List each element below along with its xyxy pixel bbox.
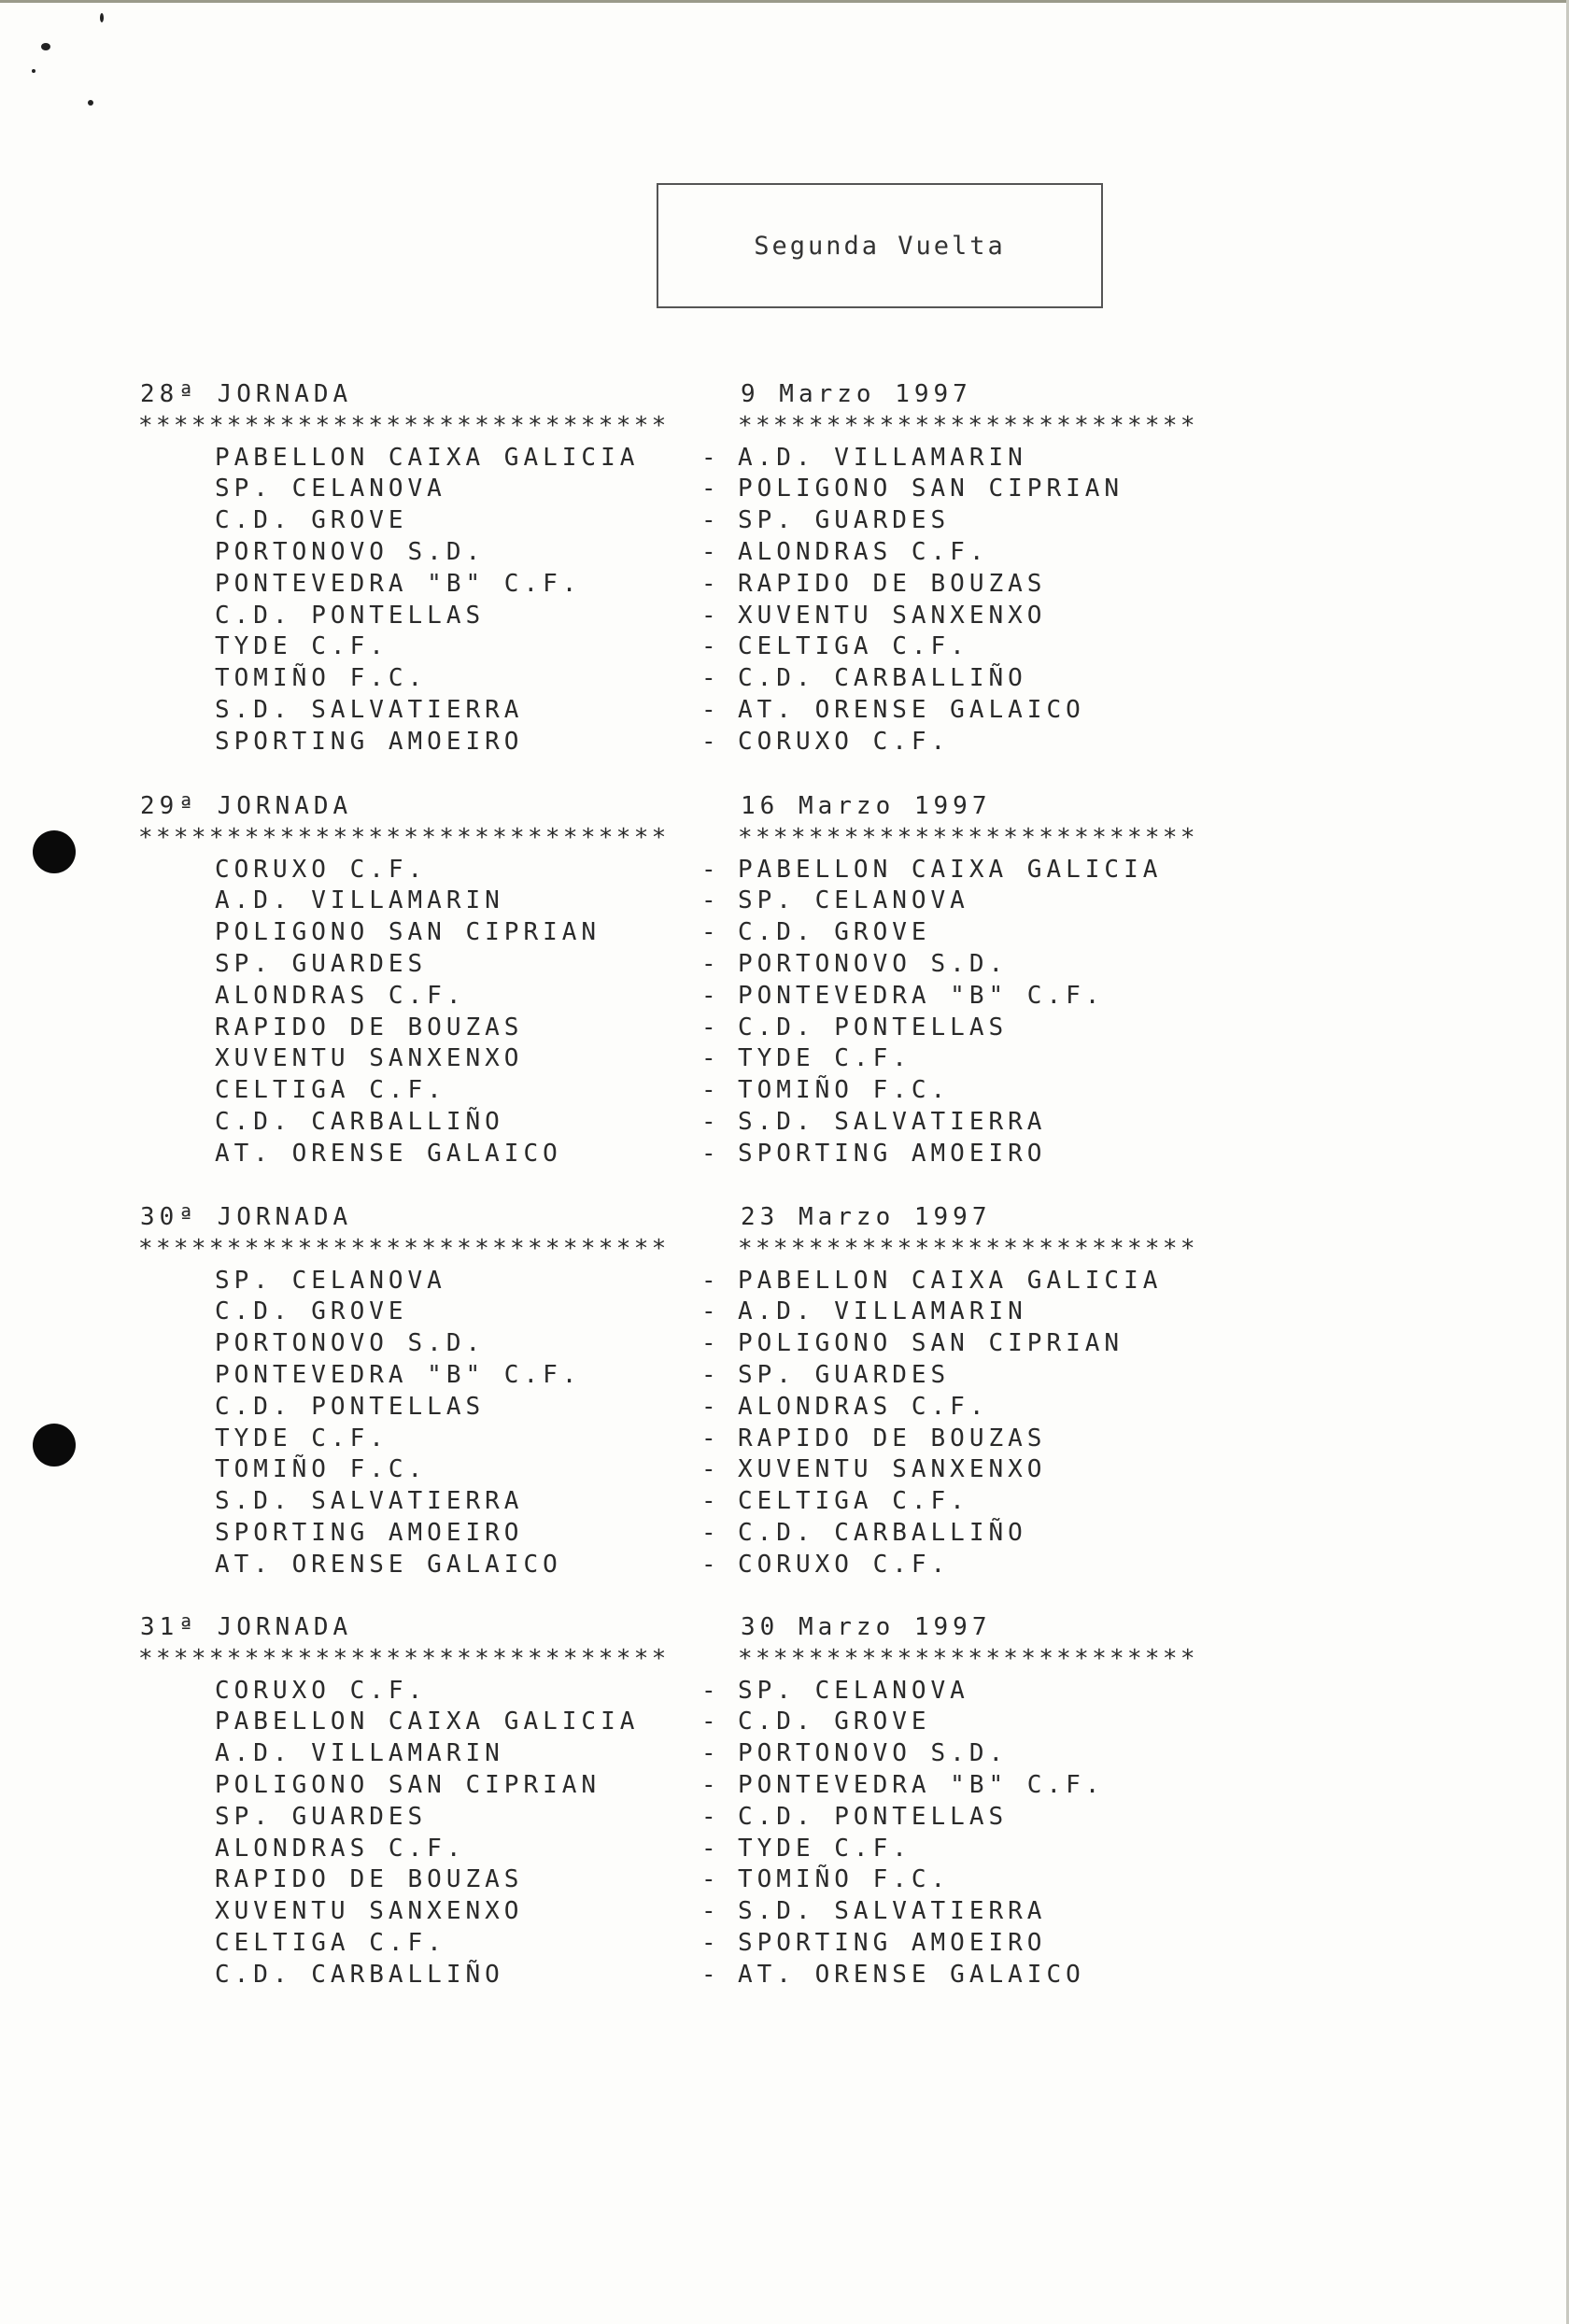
away-team: POLIGONO SAN CIPRIAN	[738, 1329, 1124, 1358]
match-row	[138, 601, 1203, 632]
match-row	[138, 631, 1203, 663]
away-team: PORTONOVO S.D.	[738, 1739, 1009, 1768]
away-team: SP. CELANOVA	[738, 886, 969, 915]
home-team: S.D. SALVATIERRA	[215, 695, 524, 724]
jornada-date: 23 Marzo 1997	[741, 1203, 992, 1231]
match-row	[138, 855, 1203, 886]
home-team: SP. CELANOVA	[215, 475, 446, 503]
home-team: CORUXO C.F.	[215, 1676, 428, 1705]
home-team: PORTONOVO S.D.	[215, 1329, 486, 1358]
match-row	[138, 1266, 1203, 1297]
away-team: SP. GUARDES	[738, 506, 951, 535]
match-row	[138, 537, 1203, 569]
away-team: A.D. VILLAMARIN	[738, 443, 1027, 472]
punch-hole	[33, 830, 76, 873]
home-team: TOMIÑO F.C.	[215, 664, 428, 693]
asterisk-rule-right: **************************	[738, 823, 1198, 852]
match-row	[138, 1518, 1203, 1550]
match-row	[138, 1454, 1203, 1486]
match-separator: -	[701, 443, 721, 472]
match-row	[138, 727, 1203, 758]
home-team: C.D. CARBALLIÑO	[215, 1107, 504, 1136]
match-row	[138, 1297, 1203, 1328]
away-team: C.D. PONTELLAS	[738, 1013, 1009, 1042]
match-separator: -	[701, 1802, 721, 1831]
match-row	[138, 1676, 1203, 1708]
away-team: CORUXO C.F.	[738, 727, 951, 756]
home-team: AT. ORENSE GALAICO	[215, 1550, 562, 1579]
jornada-header	[138, 1612, 1203, 1644]
match-row	[138, 1139, 1203, 1170]
match-row	[138, 1770, 1203, 1802]
away-team: XUVENTU SANXENXO	[738, 601, 1047, 630]
match-separator: -	[701, 632, 721, 661]
match-separator: -	[701, 506, 721, 535]
match-row	[138, 1928, 1203, 1960]
away-team: S.D. SALVATIERRA	[738, 1897, 1047, 1926]
home-team: ALONDRAS C.F.	[215, 981, 466, 1010]
match-row	[138, 1550, 1203, 1581]
jornada-number: 28ª JORNADA	[140, 380, 353, 408]
away-team: A.D. VILLAMARIN	[738, 1297, 1027, 1326]
home-team: TYDE C.F.	[215, 1424, 389, 1452]
scan-speck	[41, 43, 50, 50]
jornada-block	[138, 791, 1203, 1170]
jornada-date: 16 Marzo 1997	[741, 792, 992, 820]
match-row	[138, 1707, 1203, 1738]
home-team: CORUXO C.F.	[215, 855, 428, 884]
away-team: CELTIGA C.F.	[738, 1487, 969, 1516]
match-row	[138, 1075, 1203, 1107]
match-separator: -	[701, 695, 721, 724]
home-team: PABELLON CAIXA GALICIA	[215, 1708, 640, 1736]
match-separator: -	[701, 475, 721, 503]
away-team: SP. CELANOVA	[738, 1676, 969, 1705]
asterisk-rule-right: **************************	[738, 411, 1198, 440]
jornada-block	[138, 1202, 1203, 1581]
match-row	[138, 1360, 1203, 1392]
match-separator: -	[701, 1928, 721, 1957]
match-separator: -	[701, 1708, 721, 1736]
home-team: RAPIDO DE BOUZAS	[215, 1865, 524, 1894]
jornada-number: 29ª JORNADA	[140, 792, 353, 820]
match-row	[138, 1834, 1203, 1865]
match-separator: -	[701, 1076, 721, 1105]
asterisk-rule	[138, 1644, 1203, 1676]
match-row	[138, 917, 1203, 949]
asterisk-rule-right: **************************	[738, 1644, 1198, 1673]
match-separator: -	[701, 1865, 721, 1894]
jornada-header	[138, 791, 1203, 823]
away-team: RAPIDO DE BOUZAS	[738, 569, 1047, 598]
match-row	[138, 569, 1203, 601]
match-separator: -	[701, 1360, 721, 1389]
asterisk-rule-right: **************************	[738, 1234, 1198, 1263]
home-team: C.D. GROVE	[215, 1297, 408, 1326]
away-team: CELTIGA C.F.	[738, 632, 969, 661]
away-team: SP. GUARDES	[738, 1360, 951, 1389]
home-team: PABELLON CAIXA GALICIA	[215, 443, 640, 472]
away-team: C.D. GROVE	[738, 918, 931, 947]
scan-speck	[32, 69, 35, 73]
match-separator: -	[701, 1739, 721, 1768]
page-top-edge	[0, 0, 1569, 3]
home-team: TYDE C.F.	[215, 632, 389, 661]
home-team: SPORTING AMOEIRO	[215, 1518, 524, 1547]
title-box	[657, 183, 1103, 308]
home-team: AT. ORENSE GALAICO	[215, 1139, 562, 1168]
match-separator: -	[701, 1297, 721, 1326]
away-team: PABELLON CAIXA GALICIA	[738, 855, 1163, 884]
match-separator: -	[701, 1392, 721, 1421]
match-separator: -	[701, 664, 721, 693]
away-team: AT. ORENSE GALAICO	[738, 1960, 1085, 1989]
asterisk-rule	[138, 823, 1203, 855]
match-separator: -	[701, 1550, 721, 1579]
away-team: C.D. CARBALLIÑO	[738, 1518, 1027, 1547]
match-row	[138, 505, 1203, 537]
home-team: PONTEVEDRA "B" C.F.	[215, 569, 582, 598]
away-team: C.D. CARBALLIÑO	[738, 664, 1027, 693]
match-row	[138, 443, 1203, 475]
asterisk-rule-left: ******************************	[138, 1644, 670, 1673]
home-team: POLIGONO SAN CIPRIAN	[215, 1770, 601, 1799]
away-team: ALONDRAS C.F.	[738, 537, 989, 566]
away-team: TOMIÑO F.C.	[738, 1865, 951, 1894]
home-team: SP. GUARDES	[215, 949, 428, 978]
home-team: PORTONOVO S.D.	[215, 537, 486, 566]
match-separator: -	[701, 1897, 721, 1926]
home-team: CELTIGA C.F.	[215, 1076, 446, 1105]
match-separator: -	[701, 569, 721, 598]
asterisk-rule	[138, 1234, 1203, 1266]
match-separator: -	[701, 1676, 721, 1705]
home-team: RAPIDO DE BOUZAS	[215, 1013, 524, 1042]
away-team: ALONDRAS C.F.	[738, 1392, 989, 1421]
home-team: XUVENTU SANXENXO	[215, 1044, 524, 1073]
match-row	[138, 1424, 1203, 1455]
home-team: PONTEVEDRA "B" C.F.	[215, 1360, 582, 1389]
match-separator: -	[701, 949, 721, 978]
away-team: POLIGONO SAN CIPRIAN	[738, 475, 1124, 503]
match-separator: -	[701, 1044, 721, 1073]
match-row	[138, 1802, 1203, 1834]
match-row	[138, 663, 1203, 695]
match-row	[138, 695, 1203, 727]
match-separator: -	[701, 601, 721, 630]
away-team: PABELLON CAIXA GALICIA	[738, 1266, 1163, 1295]
away-team: XUVENTU SANXENXO	[738, 1455, 1047, 1484]
match-row	[138, 1043, 1203, 1075]
match-separator: -	[701, 1107, 721, 1136]
asterisk-rule	[138, 411, 1203, 443]
home-team: XUVENTU SANXENXO	[215, 1897, 524, 1926]
away-team: CORUXO C.F.	[738, 1550, 951, 1579]
home-team: ALONDRAS C.F.	[215, 1834, 466, 1863]
jornada-block	[138, 1612, 1203, 1991]
page-title: Segunda Vuelta	[754, 231, 1006, 261]
home-team: C.D. CARBALLIÑO	[215, 1960, 504, 1989]
match-separator: -	[701, 1266, 721, 1295]
away-team: C.D. PONTELLAS	[738, 1802, 1009, 1831]
home-team: SP. GUARDES	[215, 1802, 428, 1831]
asterisk-rule-left: ******************************	[138, 823, 670, 852]
match-separator: -	[701, 1013, 721, 1042]
match-separator: -	[701, 1455, 721, 1484]
away-team: SPORTING AMOEIRO	[738, 1928, 1047, 1957]
match-row	[138, 1013, 1203, 1044]
match-row	[138, 1960, 1203, 1991]
match-row	[138, 1864, 1203, 1896]
match-separator: -	[701, 1424, 721, 1452]
jornada-header	[138, 379, 1203, 411]
match-separator: -	[701, 1834, 721, 1863]
away-team: AT. ORENSE GALAICO	[738, 695, 1085, 724]
match-separator: -	[701, 855, 721, 884]
match-row	[138, 1486, 1203, 1518]
match-separator: -	[701, 1139, 721, 1168]
home-team: TOMIÑO F.C.	[215, 1455, 428, 1484]
match-separator: -	[701, 981, 721, 1010]
match-separator: -	[701, 1487, 721, 1516]
home-team: CELTIGA C.F.	[215, 1928, 446, 1957]
home-team: C.D. GROVE	[215, 506, 408, 535]
match-separator: -	[701, 537, 721, 566]
away-team: PORTONOVO S.D.	[738, 949, 1009, 978]
punch-hole	[33, 1424, 76, 1467]
asterisk-rule-left: ******************************	[138, 411, 670, 440]
jornada-block	[138, 379, 1203, 758]
scan-speck	[100, 13, 104, 22]
match-separator: -	[701, 918, 721, 947]
match-row	[138, 1392, 1203, 1424]
home-team: A.D. VILLAMARIN	[215, 1739, 504, 1768]
home-team: A.D. VILLAMARIN	[215, 886, 504, 915]
jornada-header	[138, 1202, 1203, 1234]
match-separator: -	[701, 1329, 721, 1358]
match-row	[138, 1107, 1203, 1139]
home-team: SP. CELANOVA	[215, 1266, 446, 1295]
asterisk-rule-left: ******************************	[138, 1234, 670, 1263]
home-team: C.D. PONTELLAS	[215, 601, 486, 630]
away-team: TYDE C.F.	[738, 1834, 912, 1863]
match-separator: -	[701, 886, 721, 915]
home-team: C.D. PONTELLAS	[215, 1392, 486, 1421]
jornada-date: 9 Marzo 1997	[741, 380, 972, 408]
jornada-number: 30ª JORNADA	[140, 1203, 353, 1231]
match-separator: -	[701, 1770, 721, 1799]
away-team: C.D. GROVE	[738, 1708, 931, 1736]
home-team: SPORTING AMOEIRO	[215, 727, 524, 756]
match-row	[138, 1328, 1203, 1360]
match-row	[138, 949, 1203, 981]
away-team: TYDE C.F.	[738, 1044, 912, 1073]
away-team: RAPIDO DE BOUZAS	[738, 1424, 1047, 1452]
match-separator: -	[701, 1960, 721, 1989]
away-team: PONTEVEDRA "B" C.F.	[738, 1770, 1105, 1799]
away-team: PONTEVEDRA "B" C.F.	[738, 981, 1105, 1010]
away-team: TOMIÑO F.C.	[738, 1076, 951, 1105]
away-team: S.D. SALVATIERRA	[738, 1107, 1047, 1136]
away-team: SPORTING AMOEIRO	[738, 1139, 1047, 1168]
scan-speck	[88, 100, 93, 106]
home-team: POLIGONO SAN CIPRIAN	[215, 918, 601, 947]
match-row	[138, 886, 1203, 917]
match-row	[138, 981, 1203, 1013]
match-row	[138, 1738, 1203, 1770]
match-separator: -	[701, 727, 721, 756]
match-row	[138, 1896, 1203, 1928]
jornada-number: 31ª JORNADA	[140, 1613, 353, 1641]
home-team: S.D. SALVATIERRA	[215, 1487, 524, 1516]
match-separator: -	[701, 1518, 721, 1547]
match-row	[138, 474, 1203, 505]
jornada-date: 30 Marzo 1997	[741, 1613, 992, 1641]
